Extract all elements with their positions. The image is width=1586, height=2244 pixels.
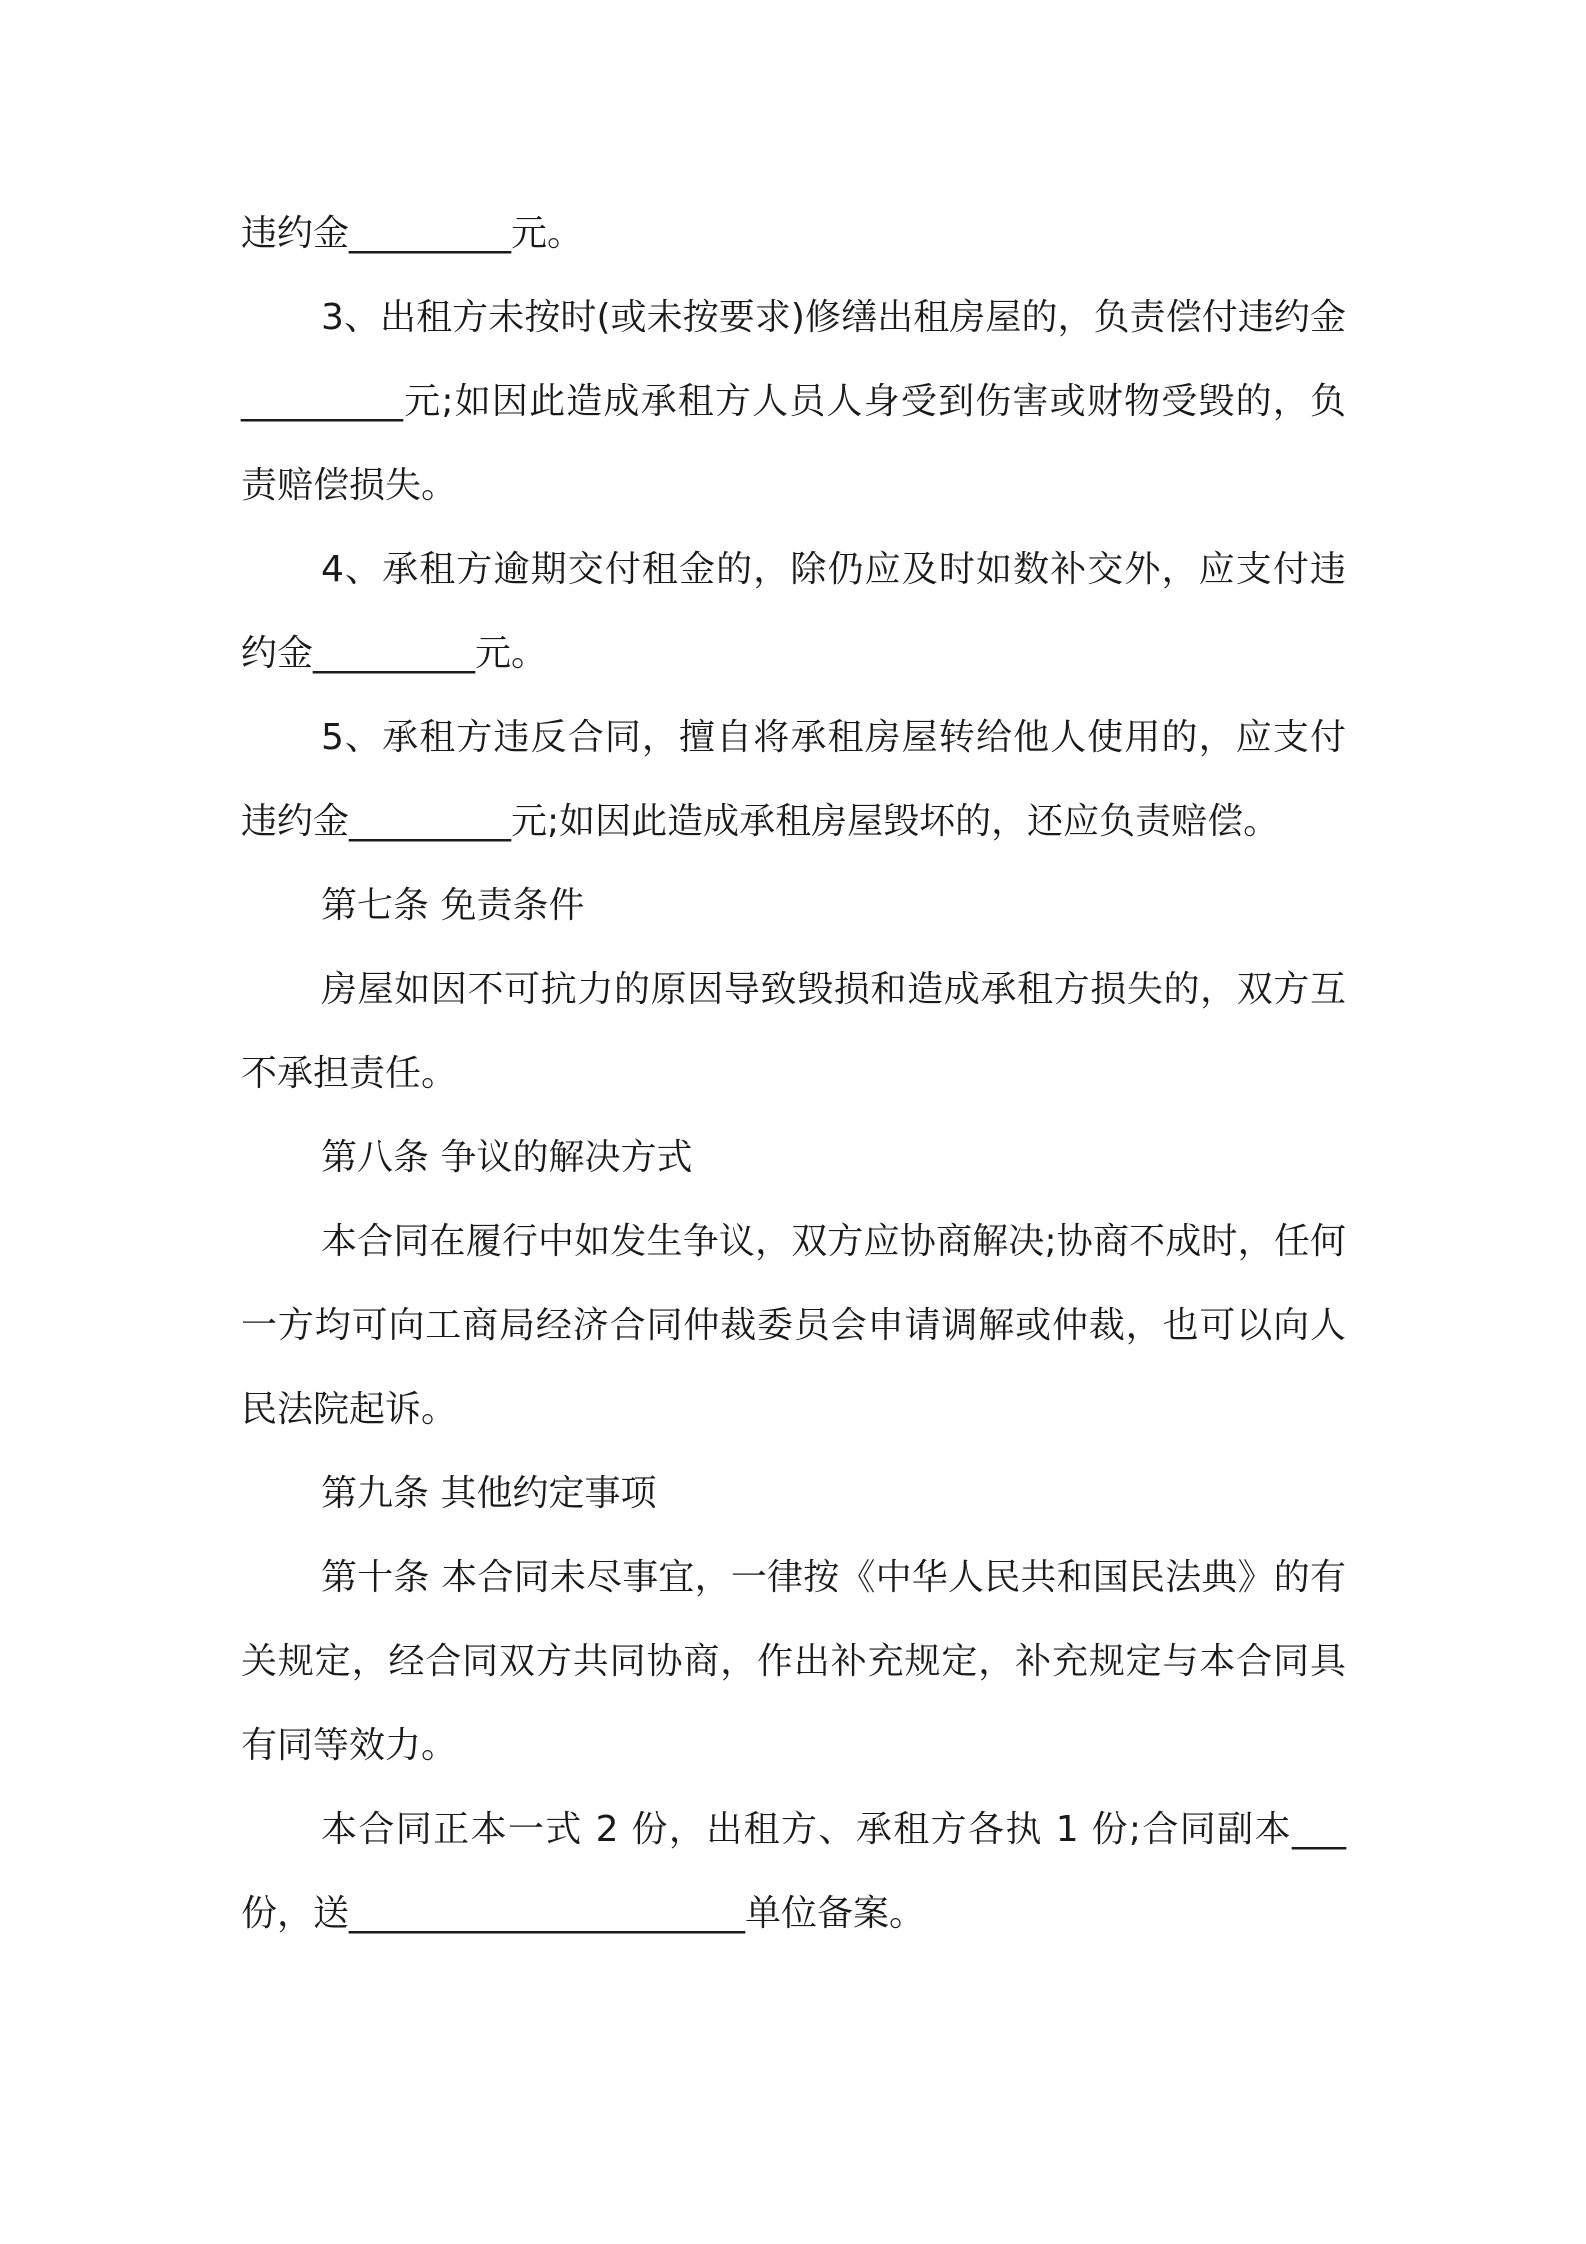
paragraph-continuation: 违约金_________元。 bbox=[241, 213, 584, 254]
paragraph-article-8: 本合同在履行中如发生争议，双方应协商解决;协商不成时，任何一方均可向工商局经济合同仲裁委员会申请调解或仲裁，也可以向人民法院起诉。 bbox=[241, 1221, 1346, 1430]
document-body bbox=[241, 192, 1346, 1956]
paragraph-article-7: 房屋如因不可抗力的原因导致毁损和造成承租方损失的，双方互不承担责任。 bbox=[241, 969, 1346, 1094]
heading-article-8: 第八条 争议的解决方式 bbox=[321, 1137, 693, 1178]
paragraph-article-10: 第十条 本合同未尽事宜，一律按《中华人民共和国民法典》的有关规定，经合同双方共同协商，作出补充规定，补充规定与本合同具有同等效力。 bbox=[241, 1557, 1346, 1766]
heading-article-7: 第七条 免责条件 bbox=[321, 885, 585, 926]
paragraph-clause-3: 3、出租方未按时(或未按要求)修缮出租房屋的，负责偿付违约金_________元;如因此造成承租方人员人身受到伤害或财物受毁的，负责赔偿损失。 bbox=[241, 297, 1346, 506]
heading-article-9: 第九条 其他约定事项 bbox=[321, 1473, 657, 1514]
paragraph-copies: 本合同正本一式 2 份，出租方、承租方各执 1 份;合同副本___份，送______________________单位备案。 bbox=[241, 1809, 1346, 1934]
paragraph-clause-5: 5、承租方违反合同，擅自将承租房屋转给他人使用的，应支付违约金_________元;如因此造成承租房屋毁坏的，还应负责赔偿。 bbox=[241, 717, 1346, 842]
paragraph-clause-4: 4、承租方逾期交付租金的，除仍应及时如数补交外，应支付违约金_________元。 bbox=[241, 549, 1346, 674]
